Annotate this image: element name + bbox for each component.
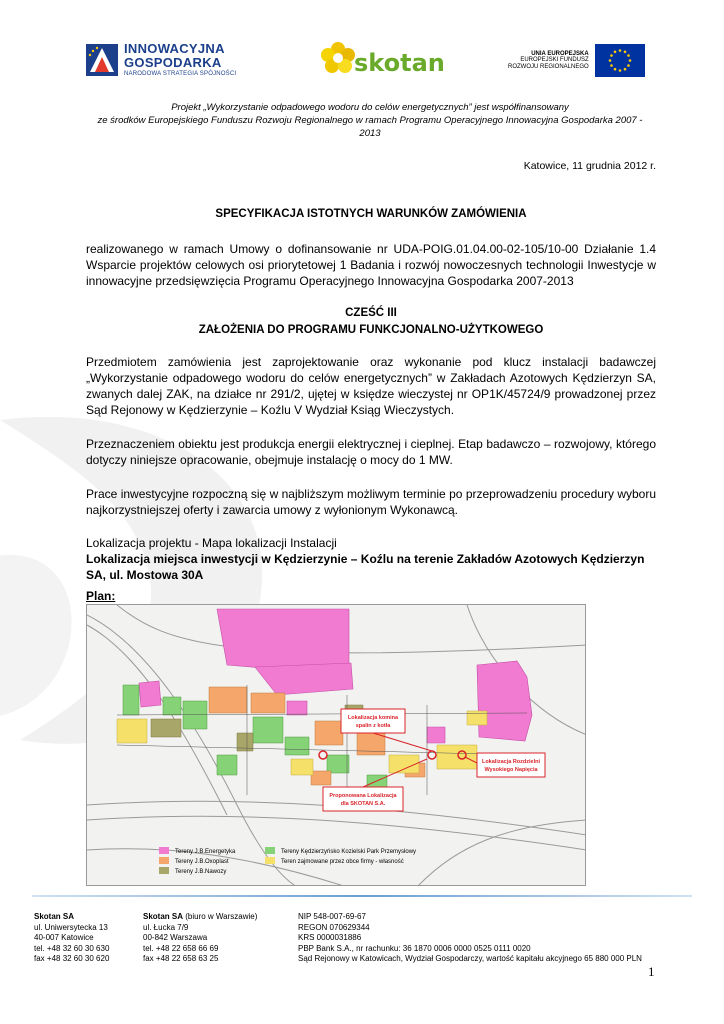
footer-warsaw-company: Skotan SA [143,912,184,921]
document-title: SPECYFIKACJA ISTOTNYCH WARUNKÓW ZAMÓWIENIA [215,208,527,220]
callout-proposed-line2: dla SKOTAN S.A. [340,801,386,807]
ig-logo-line1: INNOWACYJNA [124,41,225,56]
footer-krs: KRS 0000031886 [298,933,362,943]
footer-city: 40-007 Katowice [34,933,94,943]
footer-warsaw-office [143,912,257,965]
legend-swatch-park [265,847,275,854]
legend-label-nawozy: Tereny J.B.Nawozy [175,869,227,875]
footer-registration [298,912,644,965]
legend-swatch-oxoplast [159,857,169,864]
skotan-flower-icon [318,40,358,76]
intro-paragraph: realizowanego w ramach Umowy o dofinansowanie nr UDA-POIG.01.04.00-02-105/10-00 Działanie 1.4 Wsparcie projektów celowych osi priorytetowej 1 Badania i rozwój nowoczesnych technologii Inwestycje w innowacyjne przedsięwzięcia Programu Operacyjnego Innowacyjna Gospodarka 2007-2013 [86,242,656,288]
location-heading: Lokalizacja miejsca inwestycji w Kędzierzynie – Koźlu na terenie Zakładów Azotowych Kędzierzyn SA, ul. Mostowa 30A [86,552,645,582]
legend-swatch-energetyka [159,847,169,854]
eu-logo-line1: UNIA EUROPEJSKA [531,50,589,57]
ig-logo-line3: NARODOWA STRATEGIA SPÓJNOŚCI [124,71,237,77]
eu-logo-line2: EUROPEJSKI FUNDUSZ [520,56,589,63]
innowacyjna-gospodarka-logo [86,42,236,77]
callout-chimney-line1: Lokalizacja komina [347,715,399,721]
legend-label-park: Tereny Kędzierzyńsko Kozielski Park Przemysłowy [281,849,417,855]
footer-phone: tel. +48 32 60 30 630 [34,943,110,953]
part-heading [86,305,656,339]
footer-warsaw-suffix: (biuro w Warszawie) [183,912,258,921]
map-callout-switchgear [465,753,545,777]
page-number: 1 [648,964,655,979]
footer-fax: fax +48 32 60 30 620 [34,954,110,964]
footer-nip: NIP 548-007-69-67 [298,912,366,921]
plan-label: Plan: [86,589,116,603]
callout-proposed-line1: Proponowana Lokalizacja [329,793,397,799]
document-date: Katowice, 11 grudnia 2012 r. [523,160,656,172]
footer-warsaw-fax: fax +48 22 658 63 25 [143,954,219,964]
footer-warsaw-city: 00-842 Warszawa [143,933,208,943]
project-cofinancing-note [90,101,650,140]
skotan-logo [318,40,445,76]
footer-court: Sąd Rejonowy w Katowicach, Wydział Gospodarczy, wartość kapitału akcyjnego 65 880 000 PLN [298,954,642,964]
project-note-line1: Projekt „Wykorzystanie odpadowego wodoru do celów energetycznych” jest współfinansowany [171,102,569,113]
callout-switchgear-line1: Lokalizacja Rozdzielni [481,759,541,765]
location-caption: Lokalizacja projektu - Mapa lokalizacji Instalacji [86,536,337,550]
footer-bank: PBP Bank S.A., nr rachunku: 36 1870 0006 0000 0525 0111 0020 [298,943,531,953]
legend-swatch-foreign [265,857,275,864]
footer-company-address [34,912,109,965]
footer-warsaw-street: ul. Łucka 7/9 [143,922,189,932]
footer-warsaw-phone: tel. +48 22 658 66 69 [143,943,219,953]
footer-regon: REGON 070629344 [298,922,370,932]
footer-company-name: Skotan SA [34,912,75,921]
eu-flag-icon [595,44,645,77]
footer-divider [32,895,692,897]
eu-logo-line3: ROZWOJU REGIONALNEGO [508,63,589,70]
footer-street: ul. Uniwersytecka 13 [34,922,108,932]
site-plan-map [86,604,586,886]
ig-logo-line2: GOSPODARKA [124,55,222,70]
innowacyjna-gospodarka-emblem-icon [86,44,118,76]
paragraph-purpose: Przeznaczeniem obiektu jest produkcja energii elektrycznej i cieplnej. Etap badawczo – rozwojowy, którego dotyczy niniejsze opracowanie, obejmuje instalację o mocy do 1 MW. [86,437,656,467]
legend-swatch-nawozy [159,867,169,874]
part-number: CZEŚĆ III [345,307,397,319]
part-title: ZAŁOŻENIA DO PROGRAMU FUNKCJONALNO-UŻYTKOWEGO [198,324,544,336]
skotan-wordmark: skotan [354,49,445,77]
eu-fund-logo [508,44,645,77]
paragraph-schedule: Prace inwestycyjne rozpoczną się w najbliższym możliwym terminie po przeprowadzeniu procedury wyboru najkorzystniejszej oferty i zawarcia umowy z wyłonionym Wykonawcą. [86,487,656,517]
project-note-line2: ze środków Europejskiego Funduszu Rozwoju Regionalnego w ramach Programu Operacyjnego Innowacyjna Gospodarka 2007 - 2013 [97,115,643,139]
paragraph-subject: Przedmiotem zamówienia jest zaprojektowanie oraz wykonanie pod klucz instalacji badawczej „Wykorzystanie odpadowego wodoru do celów energetycznych” w Zakładach Azotowych Kędzierzyn SA, zwanych dalej ZAK, na działce nr 291/2, ujętej w księdze wieczystej nr OP1K/45724/9 prowadzonej przez Sąd Rejonowy w Kędzierzynie – Koźlu V Wydział Ksiąg Wieczystych. [86,355,656,417]
callout-chimney-line2: spalin z kotła [355,723,391,729]
legend-label-oxoplast: Tereny J.B.Oxoplast [175,859,229,865]
legend-label-energetyka: Tereny J.B.Energetyka [175,849,236,855]
callout-switchgear-line2: Wysokiego Napięcia [484,767,538,773]
legend-label-foreign: Teren zajmowane przez obce firmy - własność [281,859,404,865]
site-plan-drawing [87,605,586,886]
